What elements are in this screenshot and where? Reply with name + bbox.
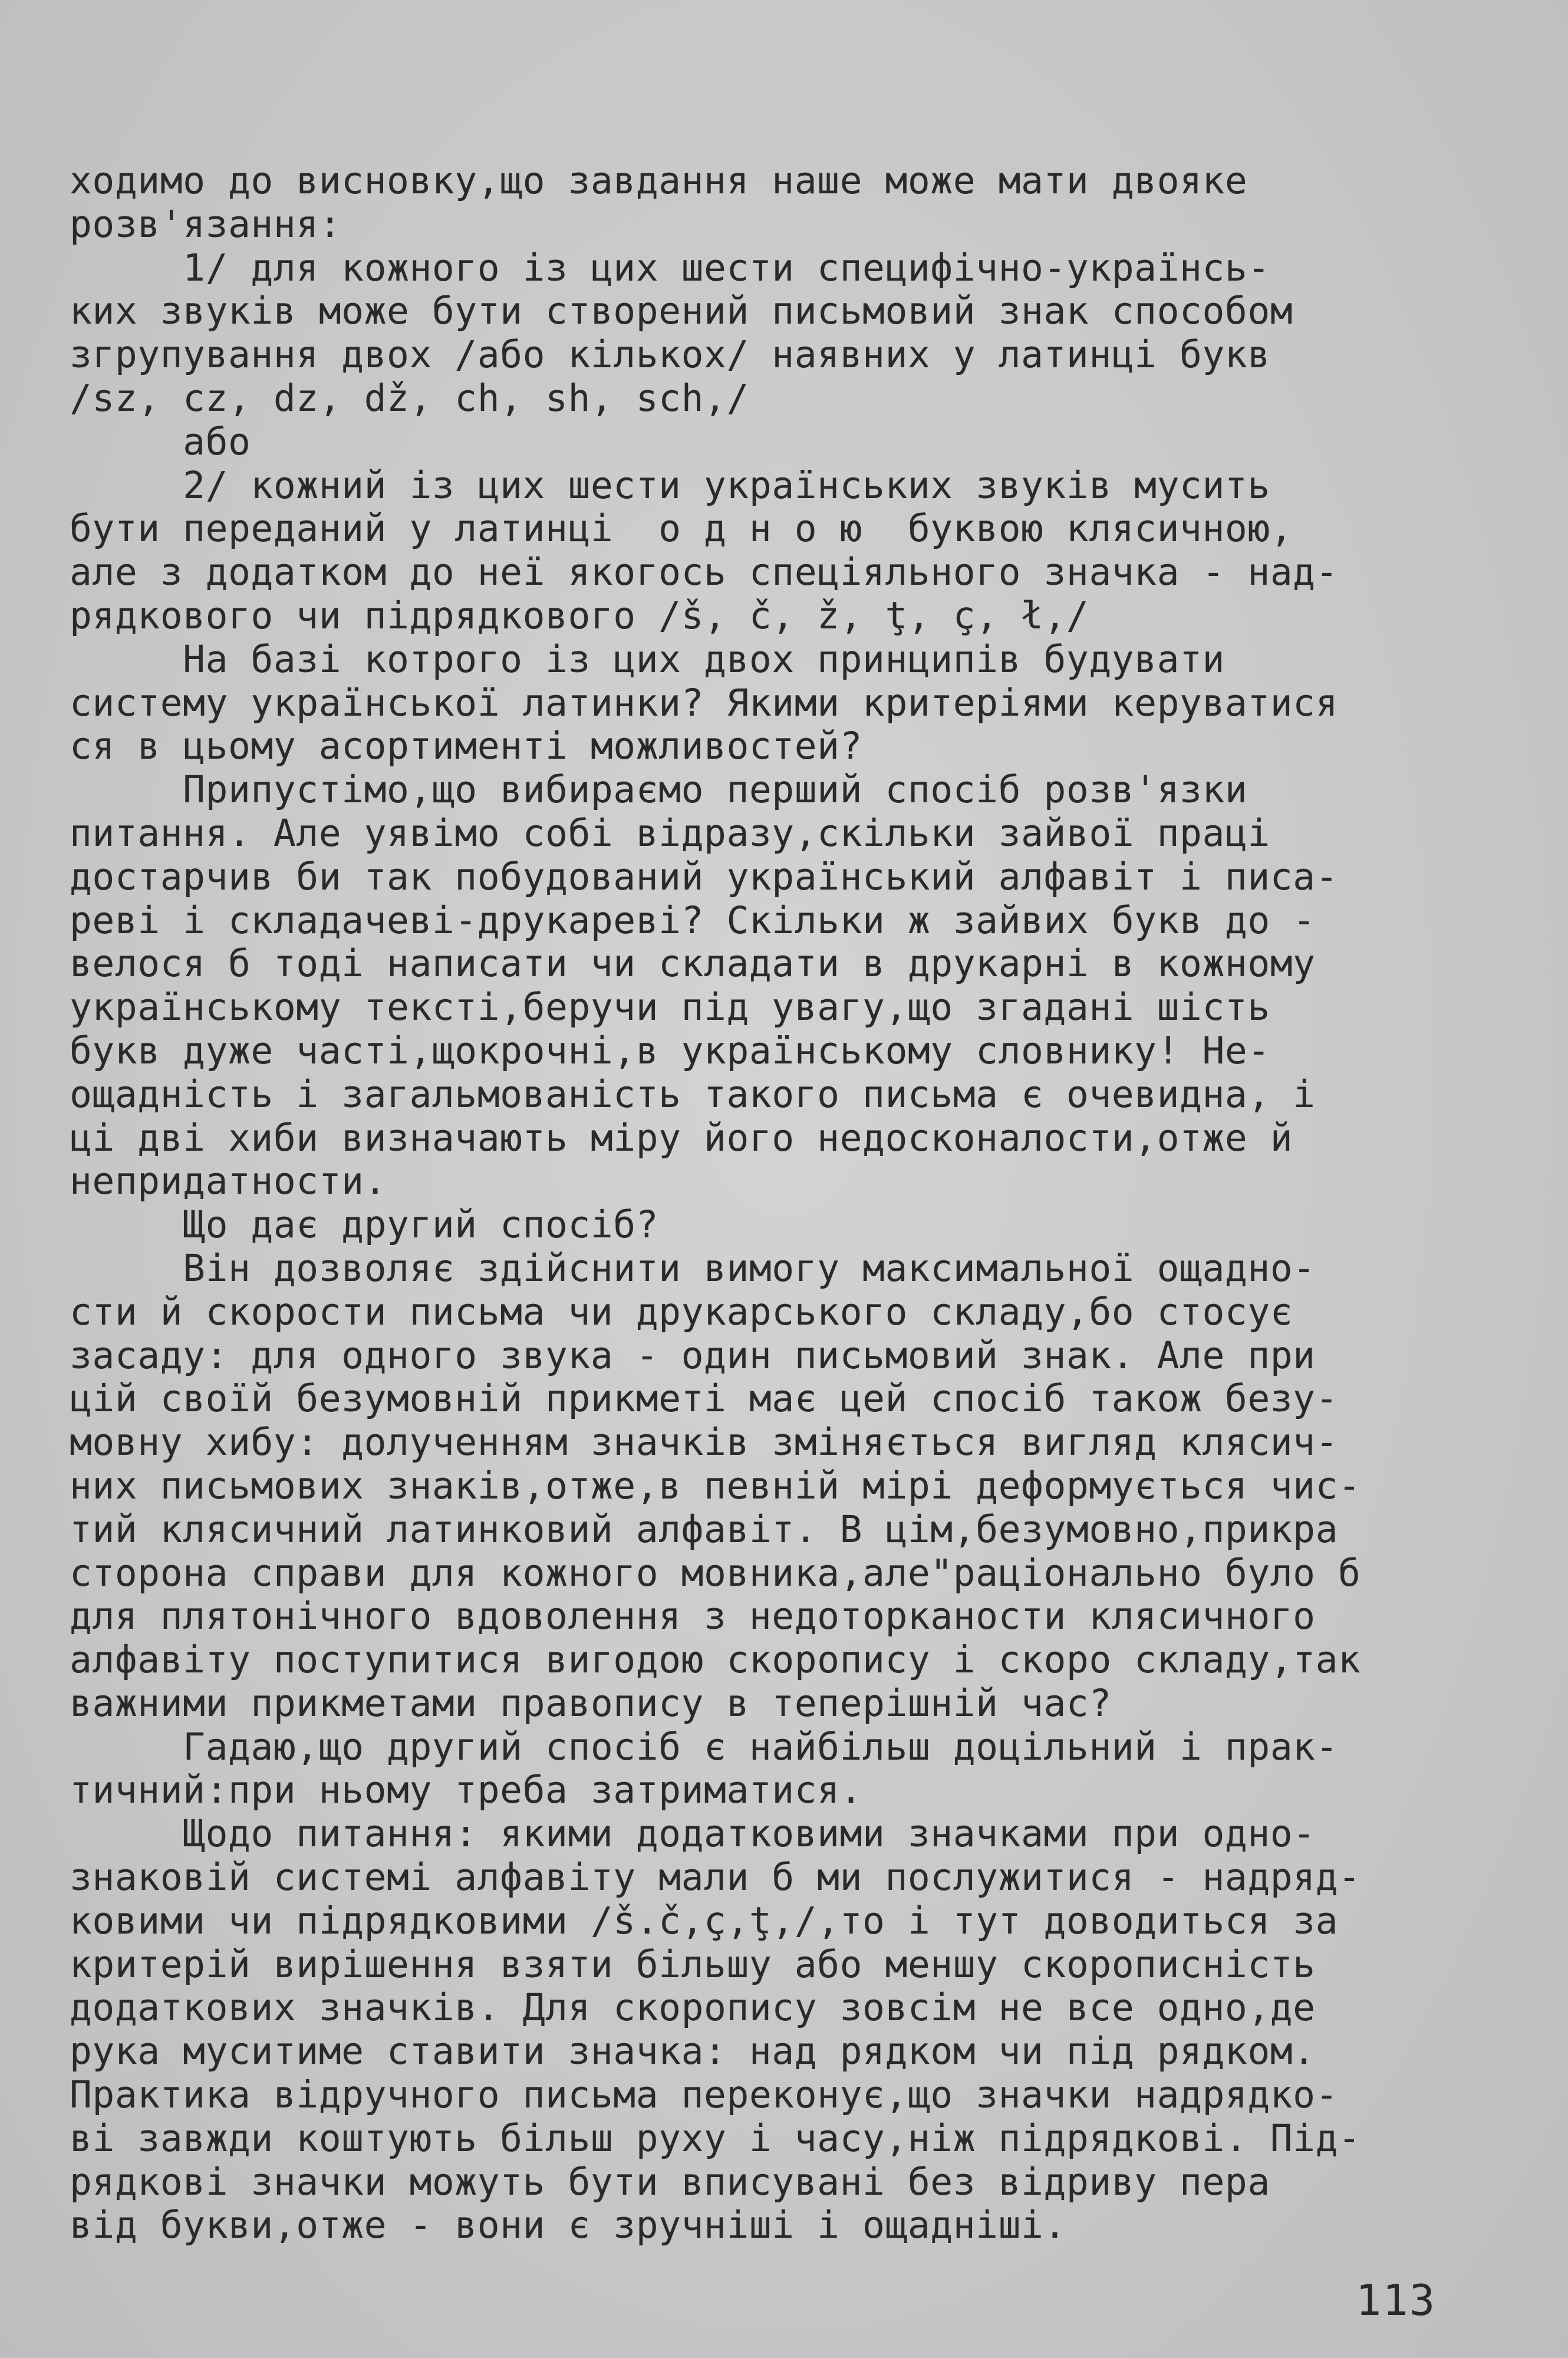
text-line: Він дозволяє здійснити вимогу максимальної ощадно- (70, 1246, 1316, 1290)
text-line: розв'язання: (70, 202, 342, 246)
text-line: алфавіту поступитися вигодою скоропису і скоро складу,так (70, 1638, 1361, 1682)
text-line: критерій вирішення взяти більшу або меншу скорописність (70, 1942, 1316, 1986)
text-line: систему української латинки? Якими критеріями керуватися (70, 681, 1339, 724)
text-line: /sz, cz, dz, dž, ch, sh, sch,/ (70, 376, 749, 420)
text-line: На базі котрого із цих двох принципів будувати (70, 637, 1225, 681)
text-line: ві завжди коштують більш руху і часу,ніж підрядкові. Під- (70, 2116, 1361, 2160)
text-line: питання. Але уявімо собі відразу,скільки зайвої праці (70, 811, 1270, 855)
text-line: букв дуже часті,щокрочні,в українському словнику! Не- (70, 1029, 1270, 1072)
text-line: сторона справи для кожного мовника,але"раціонально було б (70, 1551, 1361, 1595)
text-line: важними прикметами правопису в теперішній час? (70, 1681, 1112, 1725)
text-line: них письмових знаків,отже,в певній мірі деформується чис- (70, 1464, 1361, 1507)
text-line: Щодо питання: якими додатковими значками при одно- (70, 1812, 1316, 1856)
text-line: рука муситиме ставити значка: над рядком чи під рядком. (70, 2030, 1316, 2073)
body-text (70, 159, 1531, 2247)
text-line: засаду: для одного звука - один письмовий знак. Але при (70, 1333, 1316, 1377)
text-line: ці дві хиби визначають міру його недосконалости,отже й (70, 1116, 1293, 1160)
text-line: Практика відручного письма переконує,що значки надрядко- (70, 2073, 1339, 2117)
text-line: мовну хибу: долученням значків зміняється вигляд клясич- (70, 1421, 1339, 1464)
text-line: для плятонічного вдоволення з недоторканости клясичного (70, 1595, 1316, 1638)
text-line: достарчив би так побудований український алфавіт і писа- (70, 855, 1339, 898)
text-line: велося б тоді написати чи складати в друкарні в кожному (70, 942, 1316, 986)
text-line: українському тексті,беручи під увагу,що згадані шість (70, 986, 1270, 1029)
text-line: цій своїй безумовній прикметі має цей спосіб також безу- (70, 1377, 1339, 1421)
text-line: бути переданий у латинці о д н о ю буквою клясичною, (70, 507, 1293, 551)
text-line: згрупування двох /або кількох/ наявних у латинці букв (70, 333, 1270, 377)
text-line: 2/ кожний із цих шести українських звуків мусить (70, 463, 1270, 507)
text-line: тичний:при ньому треба затриматися. (70, 1768, 863, 1812)
text-line: 1/ для кожного із цих шести специфічно-українсь- (70, 246, 1270, 289)
text-line: тий клясичний латинковий алфавіт. В цім,безумовно,прикра (70, 1507, 1339, 1551)
page-number: 113 (1356, 2275, 1437, 2325)
text-line: ковими чи підрядковими /š.č,ç,ţ,/,то і тут доводиться за (70, 1899, 1339, 1942)
text-line: додаткових значків. Для скоропису зовсім не все одно,де (70, 1986, 1316, 2030)
text-line: Що дає другий спосіб? (70, 1203, 659, 1247)
text-line: реві і складачеві-друкареві? Скільки ж зайвих букв до - (70, 898, 1316, 942)
text-line: знаковій системі алфавіту мали б ми послужитися - надряд- (70, 1856, 1361, 1899)
text-line: або (70, 420, 251, 463)
text-line: рядкові значки можуть бути вписувані без відриву пера (70, 2160, 1270, 2204)
text-line: ся в цьому асортименті можливостей? (70, 724, 863, 768)
text-line: Припустімо,що вибираємо перший спосіб розв'язки (70, 768, 1248, 812)
text-line: ощадність і загальмованість такого письма є очевидна, і (70, 1072, 1316, 1116)
text-line: сти й скорости письма чи друкарського складу,бо стосує (70, 1290, 1293, 1333)
text-line: від букви,отже - вони є зручніші і ощадніші. (70, 2204, 1066, 2247)
text-line: ких звуків може бути створений письмовий знак способом (70, 289, 1293, 333)
text-line: але з додатком до неї якогось спеціяльного значка - над- (70, 551, 1339, 594)
text-line: ходимо до висновку,що завдання наше може мати двояке (70, 159, 1248, 202)
text-line: рядкового чи підрядкового /š, č, ž, ţ, ç, ł,/ (70, 594, 1089, 637)
text-line: непридатности. (70, 1160, 387, 1203)
text-line: Гадаю,що другий спосіб є найбільш доцільний і прак- (70, 1725, 1339, 1768)
